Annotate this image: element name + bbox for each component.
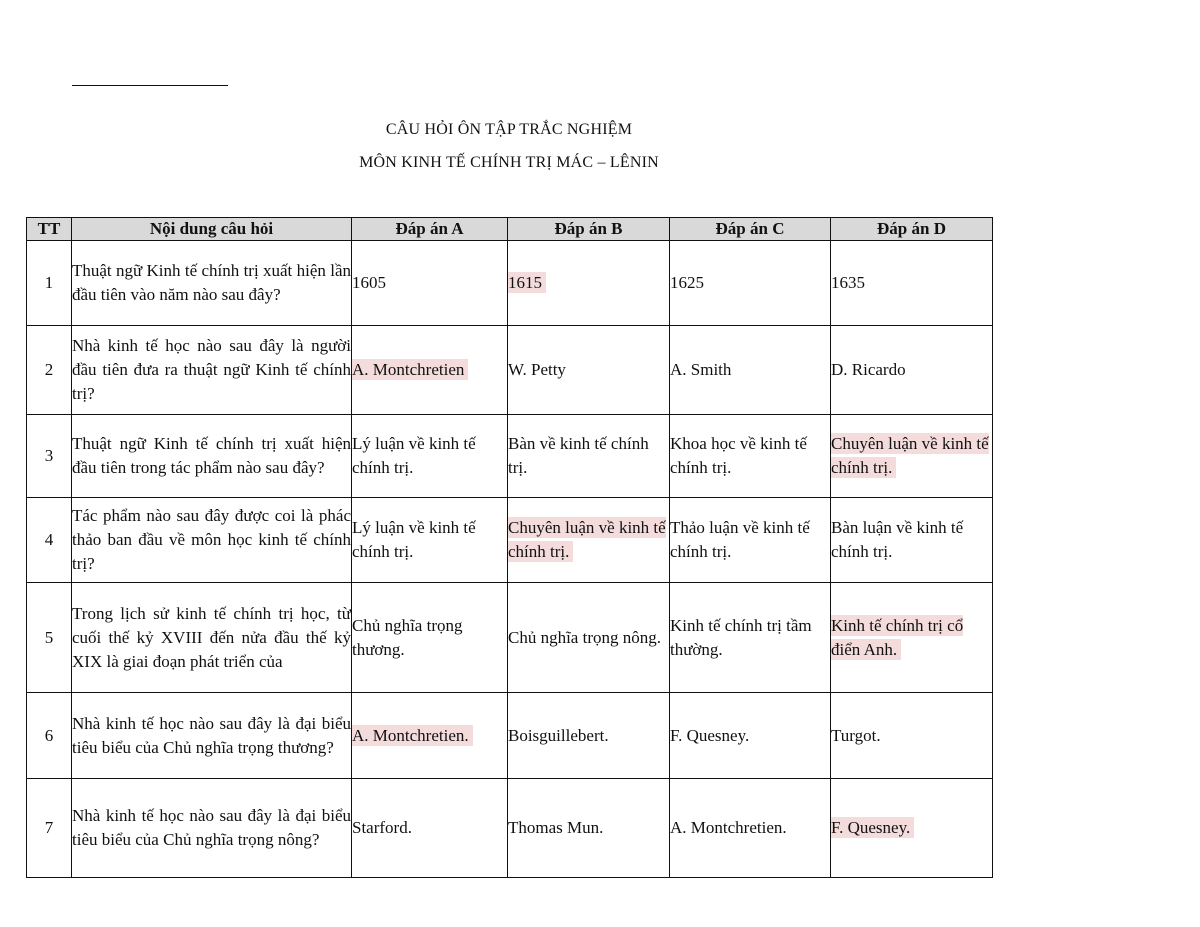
document-title: CÂU HỎI ÔN TẬP TRẮC NGHIỆM [385, 121, 633, 138]
answer-d-cell [831, 241, 993, 326]
answer-d-cell [831, 498, 993, 583]
answer-d: Turgot. [831, 725, 881, 745]
header-rule [72, 85, 228, 86]
quiz-table-body [27, 241, 993, 878]
header-answer-c: Đáp án C [670, 218, 831, 241]
question-number: 3 [27, 415, 72, 498]
table-row [27, 693, 993, 779]
answer-c: F. Quesney. [670, 725, 750, 745]
answer-c: A. Smith [670, 360, 732, 379]
question-number: 6 [27, 693, 72, 779]
question-text: Thuật ngữ Kinh tế chính trị xuất hiện đầu tiên trong tác phẩm nào sau đây? [72, 415, 352, 498]
answer-b-cell [508, 498, 670, 583]
answer-d-cell [831, 415, 993, 498]
answer-c-cell [670, 415, 831, 498]
answer-c-cell [670, 498, 831, 583]
answer-a: 1605 [352, 273, 386, 292]
answer-b-cell [508, 693, 670, 779]
answer-c-cell [670, 693, 831, 779]
answer-b: Thomas Mun. [508, 818, 604, 837]
answer-c: Kinh tế chính trị tầm thường. [670, 615, 812, 659]
question-number: 1 [27, 241, 72, 326]
correct-answer-d: Kinh tế chính trị cổ điển Anh. [831, 615, 964, 659]
answer-c: Thảo luận về kinh tế chính trị. [670, 518, 810, 561]
answer-d-cell [831, 779, 993, 878]
answer-b: Bàn về kinh tế chính trị. [508, 434, 649, 477]
correct-answer-b: 1615 [508, 272, 546, 293]
answer-d: 1635 [831, 273, 865, 292]
header-answer-a: Đáp án A [352, 218, 508, 241]
answer-c-cell [670, 241, 831, 326]
correct-answer-d: Chuyên luận về kinh tế chính trị. [831, 434, 989, 477]
header-tt: TT [27, 218, 72, 241]
answer-a: Lý luận về kinh tế chính trị. [352, 434, 476, 477]
document-subtitle: MÔN KINH TẾ CHÍNH TRỊ MÁC – LÊNIN [359, 154, 659, 171]
table-row [27, 241, 993, 326]
question-text: Nhà kinh tế học nào sau đây là đại biểu tiêu biểu của Chủ nghĩa trọng nông? [72, 779, 352, 878]
answer-a: Lý luận về kinh tế chính trị. [352, 518, 476, 561]
question-number: 4 [27, 498, 72, 583]
table-row [27, 326, 993, 415]
answer-b-cell [508, 241, 670, 326]
answer-b-cell [508, 583, 670, 693]
question-number: 5 [27, 583, 72, 693]
answer-a-cell [352, 415, 508, 498]
question-number: 7 [27, 779, 72, 878]
answer-a: Chủ nghĩa trọng thương. [352, 615, 463, 659]
question-text: Tác phẩm nào sau đây được coi là phác thảo ban đầu về môn học kinh tế chính trị? [72, 498, 352, 583]
answer-c-cell [670, 779, 831, 878]
question-text: Thuật ngữ Kinh tế chính trị xuất hiện lần đầu tiên vào năm nào sau đây? [72, 241, 352, 326]
answer-a-cell [352, 583, 508, 693]
answer-b: Boisguillebert. [508, 725, 609, 745]
answer-b-cell [508, 415, 670, 498]
answer-a-cell [352, 693, 508, 779]
table-row [27, 583, 993, 693]
answer-a-cell [352, 326, 508, 415]
answer-b-cell [508, 326, 670, 415]
answer-c: 1625 [670, 273, 704, 292]
table-row [27, 779, 993, 878]
correct-answer-a: A. Montchretien. [352, 725, 473, 746]
answer-a: Starford. [352, 818, 412, 837]
answer-a-cell [352, 779, 508, 878]
answer-b-cell [508, 779, 670, 878]
question-number: 2 [27, 326, 72, 415]
answer-d: D. Ricardo [831, 360, 906, 379]
correct-answer-b: Chuyên luận về kinh tế chính trị. [508, 518, 666, 561]
answer-c-cell [670, 583, 831, 693]
answer-d: Bàn luận về kinh tế chính trị. [831, 518, 964, 561]
answer-d-cell [831, 693, 993, 779]
answer-c: Khoa học về kinh tế chính trị. [670, 434, 807, 477]
answer-d-cell [831, 326, 993, 415]
table-row [27, 498, 993, 583]
answer-a-cell [352, 241, 508, 326]
header-answer-b: Đáp án B [508, 218, 670, 241]
table-row [27, 415, 993, 498]
question-text: Trong lịch sử kinh tế chính trị học, từ cuối thế kỷ XVIII đến nửa đầu thế kỷ XIX là giai đoạn phát triển của [72, 583, 352, 693]
header-answer-d: Đáp án D [831, 218, 993, 241]
question-text: Nhà kinh tế học nào sau đây là đại biểu tiêu biểu của Chủ nghĩa trọng thương? [72, 693, 352, 779]
correct-answer-d: F. Quesney. [831, 817, 914, 838]
answer-d-cell [831, 583, 993, 693]
header-question: Nội dung câu hỏi [72, 218, 352, 241]
table-header-row [27, 218, 993, 241]
correct-answer-a: A. Montchretien [352, 359, 468, 380]
answer-b: Chủ nghĩa trọng nông. [508, 627, 661, 647]
answer-c: A. Montchretien. [670, 818, 787, 837]
answer-a-cell [352, 498, 508, 583]
answer-b: W. Petty [508, 360, 566, 379]
answer-c-cell [670, 326, 831, 415]
question-text: Nhà kinh tế học nào sau đây là người đầu tiên đưa ra thuật ngữ Kinh tế chính trị? [72, 326, 352, 415]
quiz-table [26, 217, 993, 878]
